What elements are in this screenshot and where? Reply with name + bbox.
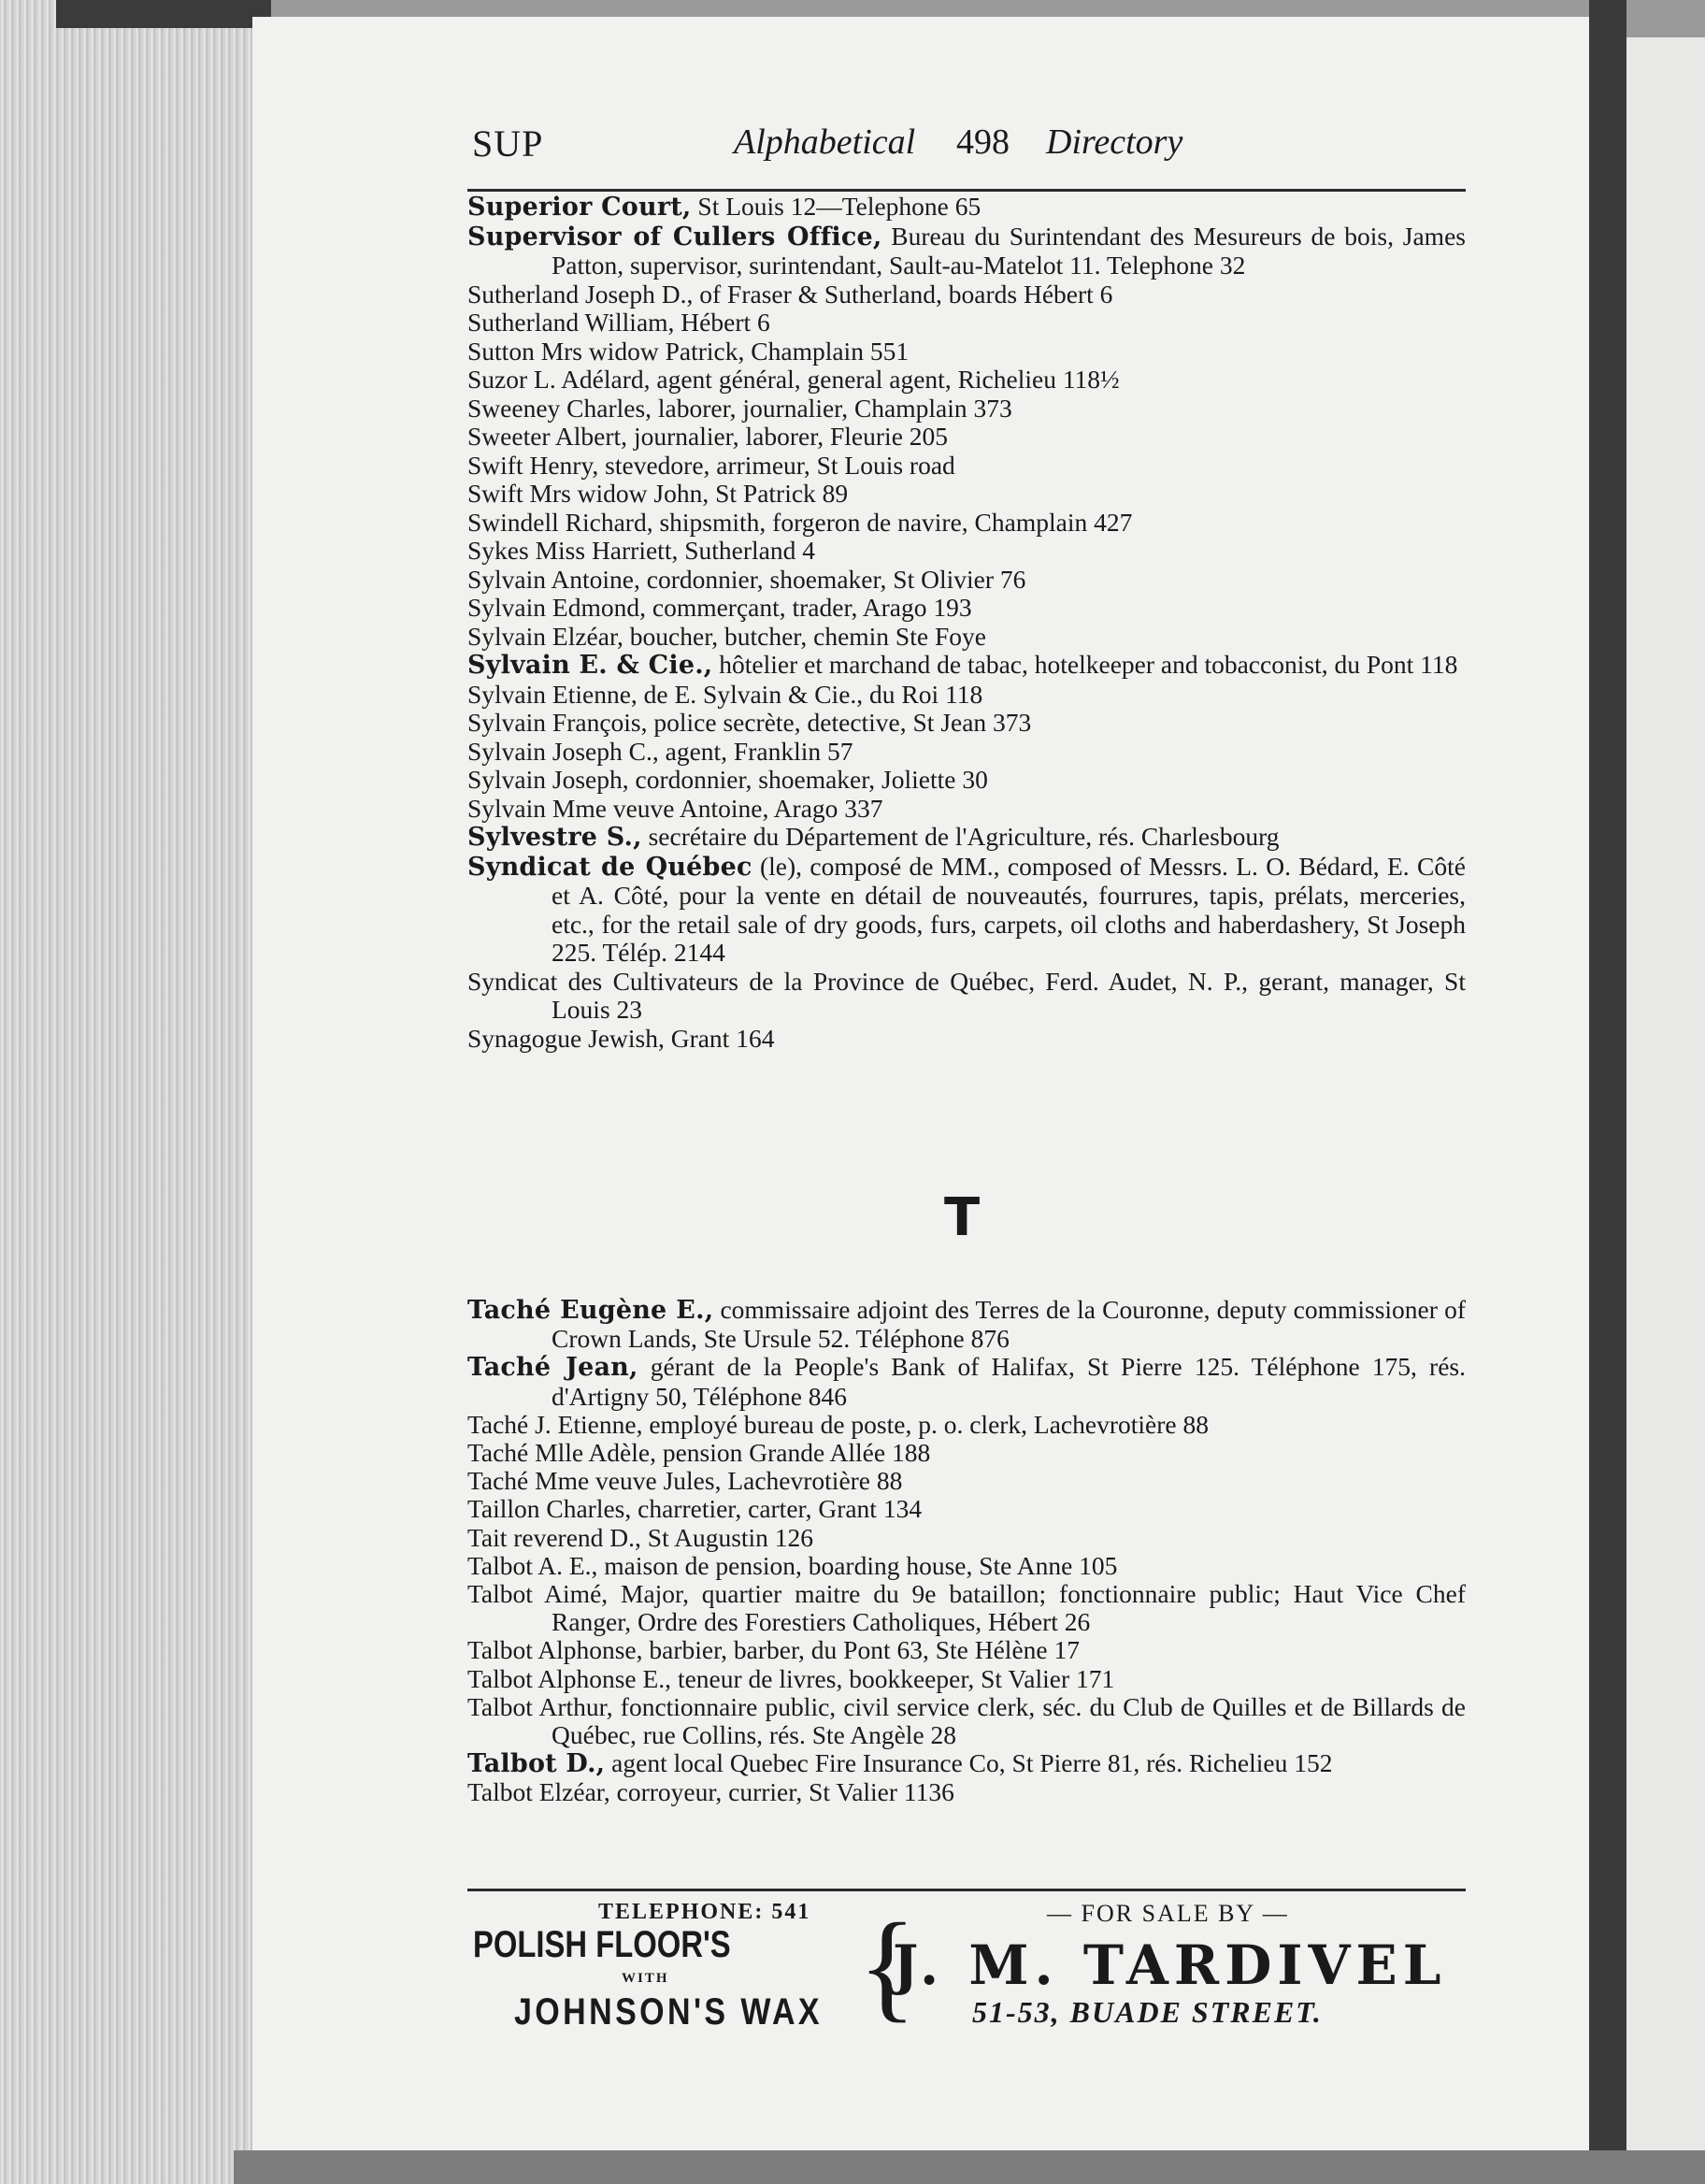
book-cover-shadow bbox=[56, 0, 271, 28]
directory-entry bbox=[467, 1495, 1466, 1523]
entry-name: Talbot Alphonse, bbox=[467, 1635, 643, 1665]
entry-name: Sylvain E. & Cie., bbox=[467, 651, 713, 680]
directory-entry bbox=[467, 566, 1466, 595]
directory-entry bbox=[467, 709, 1466, 738]
entry-details: secrétaire du Département de l'Agriculture, rés. Charlesbourg bbox=[641, 822, 1280, 851]
directory-entry bbox=[467, 623, 1466, 652]
running-header bbox=[472, 122, 1463, 178]
entry-name: Sylvestre S., bbox=[467, 823, 642, 852]
directory-entry bbox=[467, 823, 1466, 853]
entry-name: Taillon Charles, bbox=[467, 1494, 632, 1524]
page-number: 498 bbox=[956, 122, 1010, 162]
ad-seller-name: J. M. TARDIVEL bbox=[893, 1933, 1447, 1997]
entry-name: Taché Mlle Adèle, bbox=[467, 1438, 656, 1468]
header-title-left: Alphabetical bbox=[734, 122, 916, 162]
entry-details: de E. Sylvain & Cie., du Roi 118 bbox=[637, 679, 983, 709]
entry-name: Swift Henry, bbox=[467, 450, 599, 480]
entry-details: Hébert 6 bbox=[674, 308, 770, 337]
directory-entry bbox=[467, 423, 1466, 452]
directory-entry bbox=[467, 738, 1466, 767]
ad-telephone: TELEPHONE: 541 bbox=[598, 1900, 811, 1924]
entry-name: Tait reverend D., bbox=[467, 1522, 641, 1552]
entry-name: Sylvain Edmond, bbox=[467, 593, 646, 622]
entry-details: agent local Quebec Fire Insurance Co, St Pierre 81, rés. Richelieu 152 bbox=[605, 1748, 1333, 1778]
s-entries-list bbox=[467, 193, 1466, 1053]
entry-name: Taché Jean, bbox=[467, 1353, 638, 1383]
entry-name: Talbot D., bbox=[467, 1749, 606, 1779]
directory-entry bbox=[467, 1693, 1466, 1749]
directory-entry bbox=[467, 1749, 1466, 1778]
entry-details: charretier, carter, Grant 134 bbox=[631, 1494, 923, 1524]
entry-name: Suzor L. Adélard, bbox=[467, 365, 651, 394]
directory-entry bbox=[467, 651, 1466, 681]
entry-details: of Fraser & Sutherland, boards Hébert 6 bbox=[693, 279, 1113, 309]
advertisement-rule bbox=[467, 1889, 1466, 1891]
entry-name: Taché Mme veuve Jules, bbox=[467, 1466, 722, 1496]
entry-details: hôtelier et marchand de tabac, hotelkeeper and tobacconist, du Pont 118 bbox=[712, 650, 1458, 679]
directory-entry bbox=[467, 480, 1466, 509]
entry-details: employé bureau de poste, p. o. clerk, Lachevrotière 88 bbox=[642, 1409, 1209, 1439]
directory-entry bbox=[467, 1353, 1466, 1410]
header-title-right: Directory bbox=[1046, 122, 1183, 162]
directory-entry bbox=[467, 223, 1466, 280]
entry-name: Syndicat de Québec bbox=[467, 852, 752, 882]
ad-address: 51-53, BUADE STREET. bbox=[972, 1995, 1323, 2029]
directory-entry bbox=[467, 1580, 1466, 1636]
directory-entry bbox=[467, 509, 1466, 538]
entry-details: police secrète, detective, St Jean 373 bbox=[647, 708, 1032, 737]
entry-details: boucher, butcher, chemin Ste Foye bbox=[623, 621, 986, 651]
entry-name: Talbot A. E., bbox=[467, 1550, 598, 1580]
entry-name: Sylvain Elzéar, bbox=[467, 621, 623, 651]
directory-entry bbox=[467, 366, 1466, 395]
directory-entry bbox=[467, 338, 1466, 366]
ad-brace: { bbox=[858, 1899, 917, 2033]
entry-details: Arago 337 bbox=[768, 793, 883, 823]
entry-name: Talbot Alphonse E., bbox=[467, 1663, 672, 1693]
directory-entry bbox=[467, 1296, 1466, 1353]
entry-name: Sutton Mrs widow Patrick, bbox=[467, 336, 745, 366]
entry-details: commissaire adjoint des Terres de la Couronne, deputy commissioner of Crown Lands, Ste Ursule 52. Téléphone 876 bbox=[552, 1295, 1466, 1354]
entry-details: stevedore, arrimeur, St Louis road bbox=[598, 450, 955, 480]
ad-with: WITH bbox=[622, 1971, 669, 1986]
directory-entry bbox=[467, 1025, 1466, 1054]
directory-entry bbox=[467, 968, 1466, 1025]
book-gutter bbox=[1589, 0, 1626, 2184]
directory-entry bbox=[467, 594, 1466, 623]
directory-entry bbox=[467, 193, 1466, 223]
directory-entry bbox=[467, 452, 1466, 481]
directory-entry bbox=[467, 1636, 1466, 1664]
entry-details: cordonnier, shoemaker, St Olivier 76 bbox=[639, 564, 1026, 594]
facing-page-edge bbox=[1626, 37, 1705, 2160]
entry-details: agent général, general agent, Richelieu 118½ bbox=[650, 365, 1120, 394]
entry-name: Sylvain Joseph C., bbox=[467, 736, 659, 766]
ad-line-polish: POLISH FLOOR'S bbox=[473, 1924, 731, 1965]
entry-name: Sylvain Mme veuve Antoine, bbox=[467, 793, 769, 823]
entry-details: St Louis 12—Telephone 65 bbox=[691, 192, 981, 221]
entry-name: Taché J. Etienne, bbox=[467, 1409, 643, 1439]
entry-details: Major, quartier maitre du 9e bataillon; fonctionnaire public; Haut Vice Chef Ranger, Ordre des Forestiers Catholiques, Hébert 26 bbox=[552, 1579, 1466, 1637]
advertisement bbox=[467, 1896, 1468, 2036]
section-letter-heading: T bbox=[944, 1187, 981, 1248]
entry-details: Lachevrotière 88 bbox=[721, 1466, 903, 1496]
entry-name: Talbot Aimé, bbox=[467, 1579, 609, 1609]
entry-name: Syndicat des Cultivateurs de la Province de Québec, bbox=[467, 966, 1036, 996]
entry-details: Bureau du Surintendant des Mesureurs de bois, James Patton, supervisor, surintendant, Sault-au-Matelot 11. Telephone 32 bbox=[552, 221, 1466, 280]
bottom-shadow bbox=[234, 2150, 1705, 2184]
entry-details: barbier, barber, du Pont 63, Ste Hélène 17 bbox=[642, 1635, 1080, 1665]
directory-entry bbox=[467, 309, 1466, 338]
entry-details: Grant 164 bbox=[664, 1023, 775, 1053]
page-code: SUP bbox=[472, 122, 544, 165]
entry-name: Sylvain Antoine, bbox=[467, 564, 640, 594]
entry-details: teneur de livres, bookkeeper, St Valier 171 bbox=[671, 1663, 1115, 1693]
directory-entry bbox=[467, 681, 1466, 710]
entry-name: Sylvain Etienne, bbox=[467, 679, 638, 709]
entry-details: journalier, laborer, Fleurie 205 bbox=[627, 422, 949, 451]
entry-details: corroyeur, currier, St Valier 1136 bbox=[609, 1777, 954, 1807]
ad-line-johnson: JOHNSON'S WAX bbox=[514, 1991, 823, 2033]
entry-name: Swindell Richard, bbox=[467, 507, 653, 537]
entry-name: Swift Mrs widow John, bbox=[467, 479, 709, 508]
entry-details: maison de pension, boarding house, Ste Anne 105 bbox=[597, 1550, 1118, 1580]
entry-details: pension Grande Allée 188 bbox=[655, 1438, 931, 1468]
ad-for-sale: — FOR SALE BY — bbox=[1047, 1900, 1289, 1927]
directory-entry bbox=[467, 795, 1466, 824]
entry-details: shipsmith, forgeron de navire, Champlain 427 bbox=[652, 507, 1133, 537]
directory-entry bbox=[467, 537, 1466, 566]
entry-name: Sweeney Charles, bbox=[467, 393, 652, 423]
t-entries-list bbox=[467, 1296, 1466, 1807]
entry-details: Champlain 551 bbox=[744, 336, 910, 366]
entry-name: Sutherland William, bbox=[467, 308, 675, 337]
entry-name: Taché Eugène E., bbox=[467, 1296, 714, 1325]
entry-details: cordonnier, shoemaker, Joliette 30 bbox=[628, 765, 988, 794]
entry-details: fonctionnaire public, civil service clerk, séc. du Club de Quilles et de Billards de Québec, rue Collins, rés. Ste Angèle 28 bbox=[552, 1691, 1466, 1750]
directory-entry bbox=[467, 853, 1466, 968]
entry-name: Sykes Miss Harriett, bbox=[467, 536, 679, 565]
entry-name: Talbot Elzéar, bbox=[467, 1777, 610, 1807]
directory-entry bbox=[467, 1439, 1466, 1467]
entry-name: Superior Court, bbox=[467, 193, 692, 222]
directory-entry bbox=[467, 1411, 1466, 1439]
directory-entry bbox=[467, 766, 1466, 795]
directory-entry bbox=[467, 280, 1466, 309]
entry-details: Ferd. Audet, N. P., gerant, manager, St Louis 23 bbox=[552, 966, 1466, 1024]
entry-name: Synagogue Jewish, bbox=[467, 1023, 665, 1053]
entry-name: Talbot Arthur, bbox=[467, 1691, 613, 1721]
entry-details: commerçant, trader, Arago 193 bbox=[645, 593, 972, 622]
directory-entry bbox=[467, 1778, 1466, 1806]
directory-entry bbox=[467, 1524, 1466, 1552]
book-page-edges bbox=[0, 0, 271, 2184]
entry-details: laborer, journalier, Champlain 373 bbox=[652, 393, 1012, 423]
entry-name: Sylvain François, bbox=[467, 708, 648, 737]
entry-details: (le), composé de MM., composed of Messrs. L. O. Bédard, E. Côté et A. Côté, pour la vente en détail de nouveautés, fourrures, tapis, prélats, merceries, etc., for the retail sale of dry goods, furs, carpets, oil cloths and haberdashery, St Joseph 225. Télép. 2144 bbox=[552, 851, 1466, 967]
directory-entry bbox=[467, 1665, 1466, 1693]
entry-name: Supervisor of Cullers Office, bbox=[467, 222, 882, 251]
directory-entry bbox=[467, 395, 1466, 424]
entry-details: agent, Franklin 57 bbox=[658, 736, 853, 766]
directory-entry bbox=[467, 1552, 1466, 1580]
entry-details: gérant de la People's Bank of Halifax, St Pierre 125. Téléphone 175, rés. d'Artigny 50, Téléphone 846 bbox=[552, 1352, 1466, 1411]
entry-name: Sutherland Joseph D., bbox=[467, 279, 694, 309]
entry-details: St Patrick 89 bbox=[709, 479, 849, 508]
directory-entry bbox=[467, 1467, 1466, 1495]
entry-name: Sylvain Joseph, bbox=[467, 765, 629, 794]
entry-details: Sutherland 4 bbox=[678, 536, 815, 565]
entry-details: St Augustin 126 bbox=[640, 1522, 814, 1552]
entry-name: Sweeter Albert, bbox=[467, 422, 628, 451]
